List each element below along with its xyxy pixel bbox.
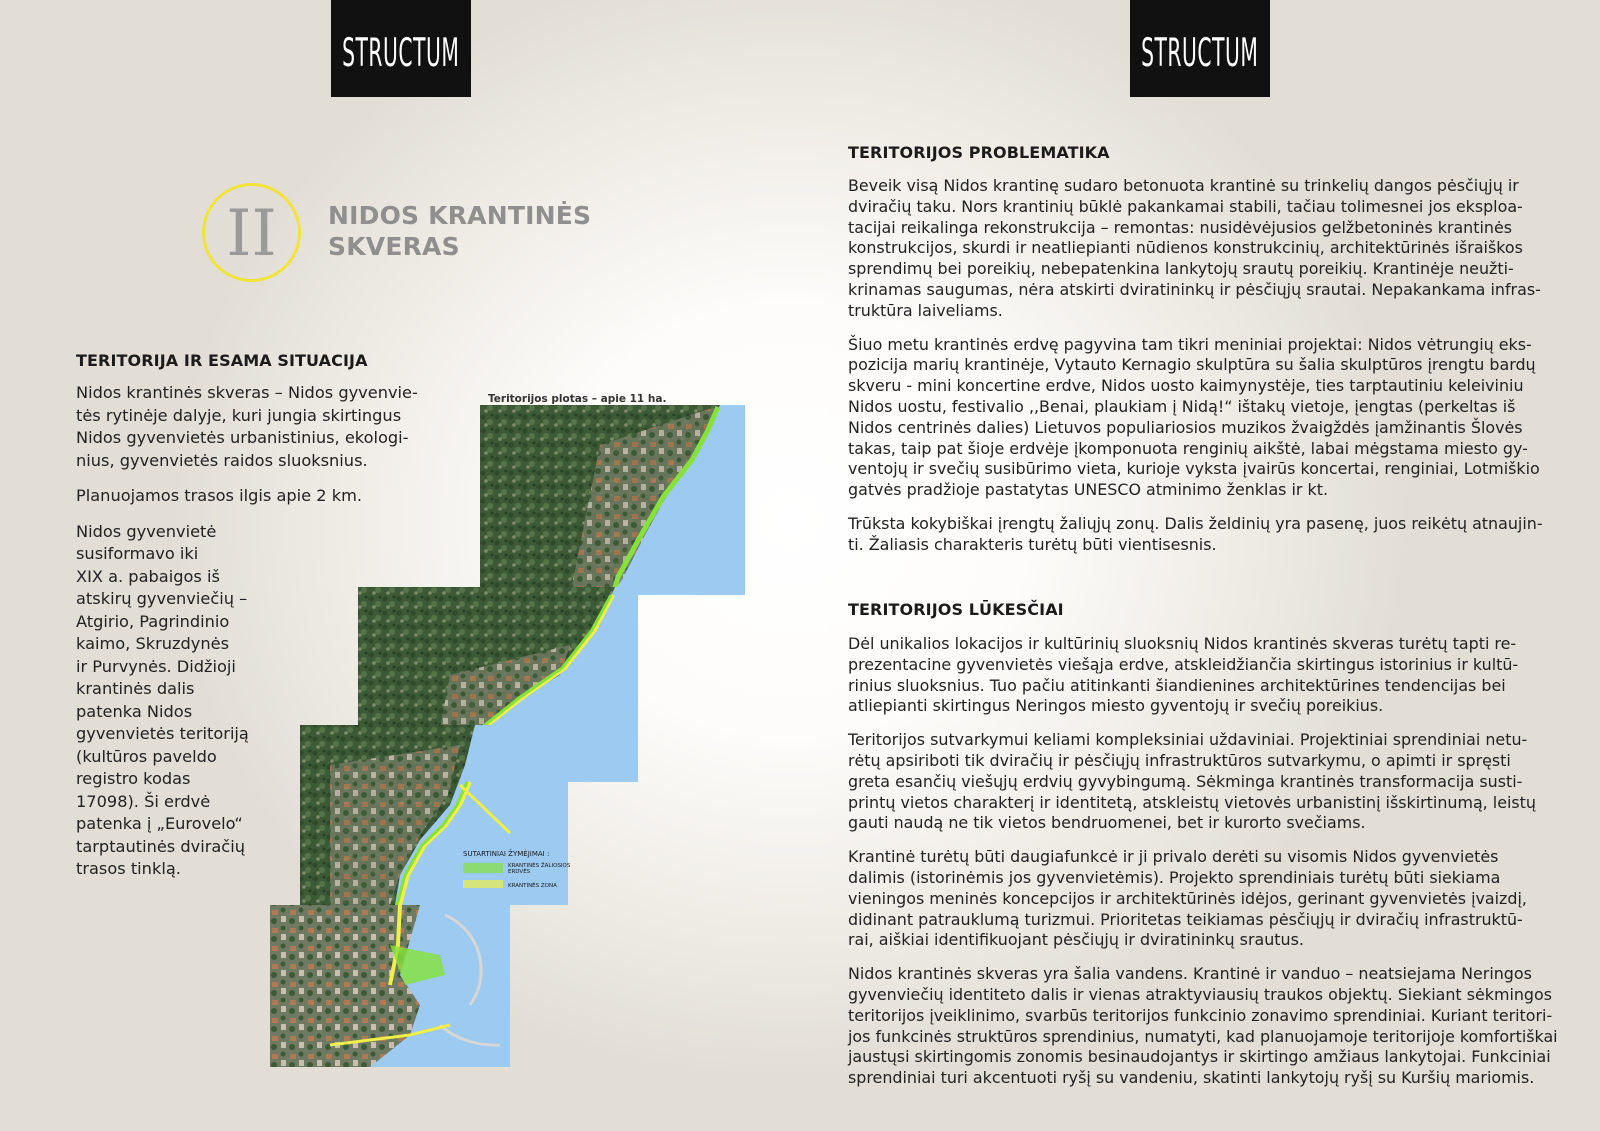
text-line: 17098). Ši erdvė <box>76 791 211 811</box>
text-line: Nidos krantinės skveras – Nidos gyvenvie- <box>76 383 418 402</box>
paragraph <box>848 847 1558 951</box>
text-line: Dėl unikalios lokacijos ir kultūrinių sluoksnių Nidos krantinės skveras turėtų tapti re- <box>848 634 1517 653</box>
text-line: ti. Žaliasis charakteris turėtų būti vientisesnis. <box>848 534 1217 554</box>
text-line: ventojų ir svečių susibūrimo vieta, kurioje vyksta įvairūs koncertai, renginiai, Lotmiškio <box>848 459 1540 479</box>
text-line: dviračių taku. Nors krantinių būklė pakankamai stabili, tačiau tolimesnei jos eksploa- <box>848 196 1523 216</box>
text-line: sprendiniai turi akcentuoti ryšį su vandeniu, skatinti lankytojų ryšį su Kuršių mariomis. <box>848 1068 1535 1088</box>
text-line: krinamas saugumas, nėra atskirti dviratininkų ir pėsčiųjų srautai. Nepakankama infras- <box>848 279 1541 299</box>
text-line: pozicija marių krantinėje, Vytauto Kernagio skulptūra su šalia skulptūros įrengtu bardų <box>848 355 1536 375</box>
text-line: Trūksta kokybiškai įrengtų žaliųjų zonų. Dalis želdinių yra pasenę, juos reikėtų atnaujin- <box>848 513 1543 533</box>
text-line: Nidos gyvenvietės urbanistinius, ekologi- <box>76 428 409 447</box>
text-line: takas, taip pat šioje erdvėje įkomponuota renginių aikštė, labai mėgstama miesto gy- <box>848 438 1528 458</box>
structum-logo-right <box>1130 0 1270 97</box>
structum-logo-left <box>331 0 471 97</box>
text-line: gauti naudą ne tik vietos bendruomenei, bet ir kurorto svečiams. <box>848 813 1366 833</box>
text-line: susiformavo iki <box>76 544 199 563</box>
text-line: patenka į „Eurovelo“ <box>76 814 243 833</box>
legend-swatch-shore <box>463 880 503 888</box>
text-line: rai, aiškiai identifikuojant pėsčiųjų ir dviratininkų srautus. <box>848 930 1304 950</box>
text-line: atskirų gyvenviečių – <box>76 589 248 608</box>
problems-text <box>848 176 1558 556</box>
chapter-title <box>328 200 591 262</box>
text-line: kaimo, Skruzdynės <box>76 634 230 653</box>
paragraph <box>848 964 1558 1089</box>
territory-map <box>270 385 760 1085</box>
text-line: tės rytinėje dalyje, kuri jungia skirtingus <box>76 405 402 425</box>
text-line: tarptautinės dviračių <box>76 836 245 856</box>
text-line: jos funkcinės struktūros sprendinius, numatyti, kad planuojamoje teritorijoje komfortiškai <box>848 1026 1558 1046</box>
text-line: printų vietos charakterį ir identitetą, atskleistų vietovės urbanistinį išskirtinumą, leistų <box>848 792 1536 812</box>
text-line: gyvenviečių identiteto dalis ir vienas atraktyviausių traukos objektų. Siekiant sėkmingos <box>848 984 1553 1004</box>
paragraph <box>848 176 1558 322</box>
legend-shore-label: KRANTINĖS ZONA <box>508 883 557 889</box>
text-line: greta esančių viešųjų erdvių gyvybingumą. Sėkminga krantinės transformacija susti- <box>848 771 1523 791</box>
section-heading-territory: TERITORIJA IR ESAMA SITUACIJA <box>76 351 368 370</box>
text-line: gatvės pradžioje pastatytas UNESCO atminimo ženklas ir kt. <box>848 480 1328 500</box>
text-line: rėtų apsiriboti tik dviračių ir pėsčiųjų infrastruktūros sutvarkymu, o apimti ir spręsti <box>848 750 1511 770</box>
legend-green-label-1: KRANTINĖS ŽALIOSIOS <box>508 863 571 869</box>
text-line: krantinės dalis <box>76 679 195 698</box>
section-heading-problems: TERITORIJOS PROBLEMATIKA <box>848 143 1110 162</box>
text-line: (kultūros paveldo <box>76 746 217 766</box>
chapter-number-badge <box>202 183 301 282</box>
legend-title: SUTARTINIAI ŽYMĖJIMAI : <box>463 850 550 858</box>
text-line: ir Purvynės. Didžioji <box>76 656 236 676</box>
text-line: Teritorijos sutvarkymui keliami kompleksiniai uždaviniai. Projektiniai sprendiniai netu- <box>848 730 1528 750</box>
text-line: Šiuo metu krantinės erdvę pagyvina tam tikri meniniai projektai: Nidos vėtrungių eks- <box>848 334 1532 354</box>
paragraph <box>848 335 1558 501</box>
text-line: XIX a. pabaigos iš <box>76 566 220 586</box>
text-line: registro kodas <box>76 769 191 788</box>
map-caption: Teritorijos plotas – apie 11 ha. <box>488 393 667 405</box>
text-line: atliepianti skirtingus Neringos miesto gyventojų ir svečių poreikius. <box>848 696 1384 716</box>
text-line: dalimis (istorinėmis jos gyvenvietėmis). Projekto sprendiniais turėtų būti siekiama <box>848 867 1501 887</box>
text-line: truktūra laiveliams. <box>848 300 1003 320</box>
text-line: Beveik visą Nidos krantinę sudaro betonuota krantinė su trinkelių dangos pėsčiųjų ir <box>848 176 1519 195</box>
text-line: jaustųsi skirtingomis zonomis besinaudojantys ir skirtingo amžiaus lankytojai. Funkciniai <box>848 1047 1551 1067</box>
paragraph <box>848 730 1558 834</box>
paragraph-route-length: Planuojamos trasos ilgis apie 2 km. <box>76 486 362 505</box>
logo-text: STRUCTUM <box>1141 31 1259 76</box>
text-line: Krantinė turėtų būti daugiafunkcė ir ji privalo derėti su visomis Nidos gyvenvietės <box>848 847 1499 867</box>
text-line: konstrukcijos, skurdi ir neatliepianti nūdienos konstrukcinių, architektūrinės išraiškos <box>848 238 1523 258</box>
paragraph <box>848 514 1558 556</box>
expectations-text <box>848 634 1558 1089</box>
text-line: patenka Nidos <box>76 701 193 721</box>
text-line: rinius sluoksnius. Tuo pačiu atitinkanti šiandienines architektūrines tendencijas bei <box>848 675 1506 695</box>
text-line: Nidos krantinės skveras yra šalia vandens. Krantinė ir vanduo – neatsiejama Neringos <box>848 964 1532 984</box>
text-line: vieningos meninės koncepcijos ir architektūrinės idėjos, gerinant gyvenvietės įvaizdį, <box>848 888 1527 908</box>
chapter-title-line: NIDOS KRANTINĖS <box>328 201 592 230</box>
text-line: gyvenvietės teritoriją <box>76 724 249 743</box>
paragraph <box>848 634 1558 717</box>
text-line: Nidos centrinės dalies) Lietuvos populiariosios muzikos žvaigždės įamžinantis Šlovės <box>848 417 1523 437</box>
legend-green-label-2: ERDVĖS <box>508 869 531 875</box>
logo-text: STRUCTUM <box>342 31 460 76</box>
legend-swatch-green <box>463 863 503 873</box>
text-line: prezentacine gyvenvietės viešąja erdve, atskleidžiančia skirtingus istorinius ir kultū- <box>848 654 1519 674</box>
text-line: Nidos gyvenvietė <box>76 521 217 541</box>
text-line: teritorijos įveiklinimo, svarbūs teritorijos funkcinio zonavimo sprendiniai. Kuriant teritori- <box>848 1005 1553 1025</box>
text-line: skveru - mini koncertine erdve, Nidos uosto kaimynystėje, ties tarptautiniu keleiviniu <box>848 376 1524 396</box>
text-line: trasos tinklą. <box>76 859 181 878</box>
text-line: tacijai reikalinga rekonstrukcija – remontas: nusidėvėjusios gelžbetoninės krantinės <box>848 217 1513 237</box>
text-line: Atgirio, Pagrindinio <box>76 611 230 631</box>
section-heading-expectations: TERITORIJOS LŪKESČIAI <box>848 600 1064 619</box>
chapter-numeral: II <box>226 196 277 271</box>
text-line: sprendimų bei poreikių, nebepatenkina lankytojų srautų poreikių. Krantinėje neužti- <box>848 259 1514 279</box>
map-illustration <box>270 385 760 1085</box>
text-line: nius, gyvenvietės raidos sluoksnius. <box>76 450 368 470</box>
chapter-title-line: SKVERAS <box>328 232 460 261</box>
text-line: Nidos uostu, festivalio ,,Benai, plaukiam į Nidą!“ ištakų vietoje, įengtas (perkeltas iš <box>848 396 1516 416</box>
text-line: didinant patrauklumą turizmui. Prioritetas teikiamas pėsčiųjų ir dviračių infrastruktū- <box>848 909 1523 929</box>
